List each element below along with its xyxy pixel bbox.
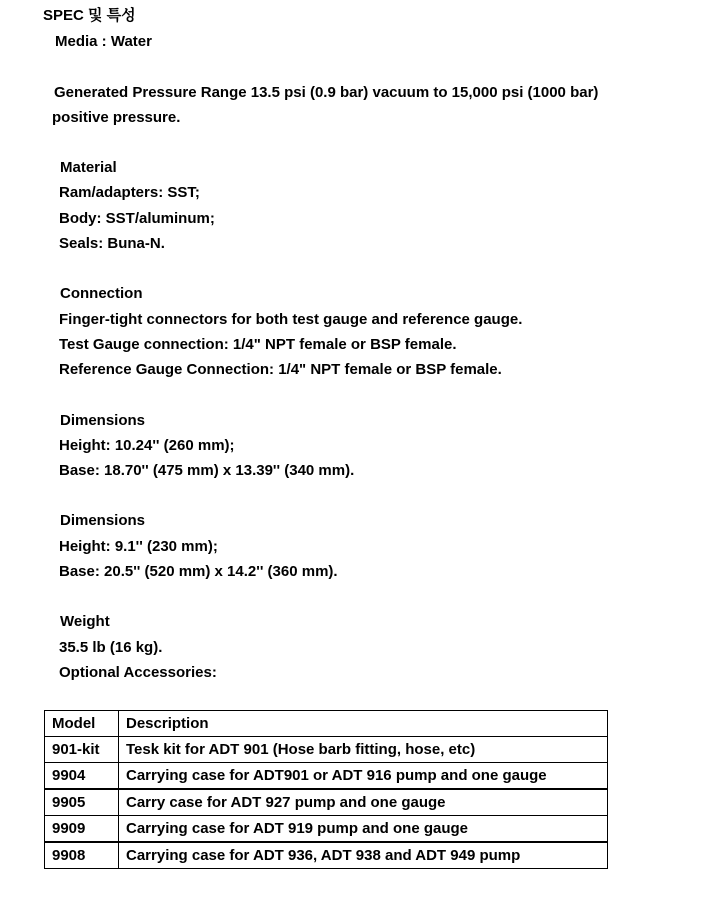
weight-heading: Weight <box>60 613 110 630</box>
model-cell: 9909 <box>45 816 119 843</box>
dimensions-heading-2: Dimensions <box>60 512 146 529</box>
model-cell: 9908 <box>45 842 119 869</box>
media-line: Media : Water <box>55 33 152 50</box>
description-cell: Tesk kit for ADT 901 (Hose barb fitting, hose, etc) <box>119 737 608 763</box>
description-cell: Carrying case for ADT 919 pump and one gauge <box>119 816 608 843</box>
material-heading: Material <box>60 159 117 176</box>
model-cell: 9905 <box>45 789 119 816</box>
accessories-table <box>44 710 608 869</box>
table-header-row <box>45 711 608 737</box>
connection-test-gauge: Test Gauge connection: 1/4" NPT female or BSP female. <box>59 336 457 353</box>
weight-value: 35.5 lb (16 kg). <box>59 639 163 656</box>
pressure-line-1: Generated Pressure Range 13.5 psi (0.9 bar) vacuum to 15,000 psi (1000 bar) <box>54 84 599 101</box>
table-row <box>45 737 608 763</box>
column-header-description: Description <box>119 711 608 737</box>
dimensions-base-2: Base: 20.5'' (520 mm) x 14.2'' (360 mm). <box>59 563 338 580</box>
connection-finger-tight: Finger-tight connectors for both test gauge and reference gauge. <box>59 311 523 328</box>
page-title: SPEC 및 특성 <box>43 7 136 24</box>
model-cell: 901-kit <box>45 737 119 763</box>
table-row <box>45 842 608 869</box>
description-cell: Carrying case for ADT901 or ADT 916 pump and one gauge <box>119 763 608 790</box>
description-cell: Carrying case for ADT 936, ADT 938 and ADT 949 pump <box>119 842 608 869</box>
table-row <box>45 816 608 843</box>
dimensions-height-2: Height: 9.1'' (230 mm); <box>59 538 218 555</box>
material-ram: Ram/adapters: SST; <box>59 184 200 201</box>
material-seals: Seals: Buna-N. <box>59 235 165 252</box>
dimensions-height-1: Height: 10.24'' (260 mm); <box>59 437 235 454</box>
material-body: Body: SST/aluminum; <box>59 210 215 227</box>
table-row <box>45 789 608 816</box>
dimensions-heading-1: Dimensions <box>60 412 146 429</box>
column-header-model: Model <box>45 711 119 737</box>
description-cell: Carry case for ADT 927 pump and one gauge <box>119 789 608 816</box>
optional-accessories-label: Optional Accessories: <box>59 664 217 681</box>
connection-reference-gauge: Reference Gauge Connection: 1/4" NPT female or BSP female. <box>59 361 502 378</box>
model-cell: 9904 <box>45 763 119 790</box>
connection-heading: Connection <box>60 285 143 302</box>
table-row <box>45 763 608 790</box>
dimensions-base-1: Base: 18.70'' (475 mm) x 13.39'' (340 mm). <box>59 462 355 479</box>
pressure-line-2: positive pressure. <box>52 109 181 126</box>
